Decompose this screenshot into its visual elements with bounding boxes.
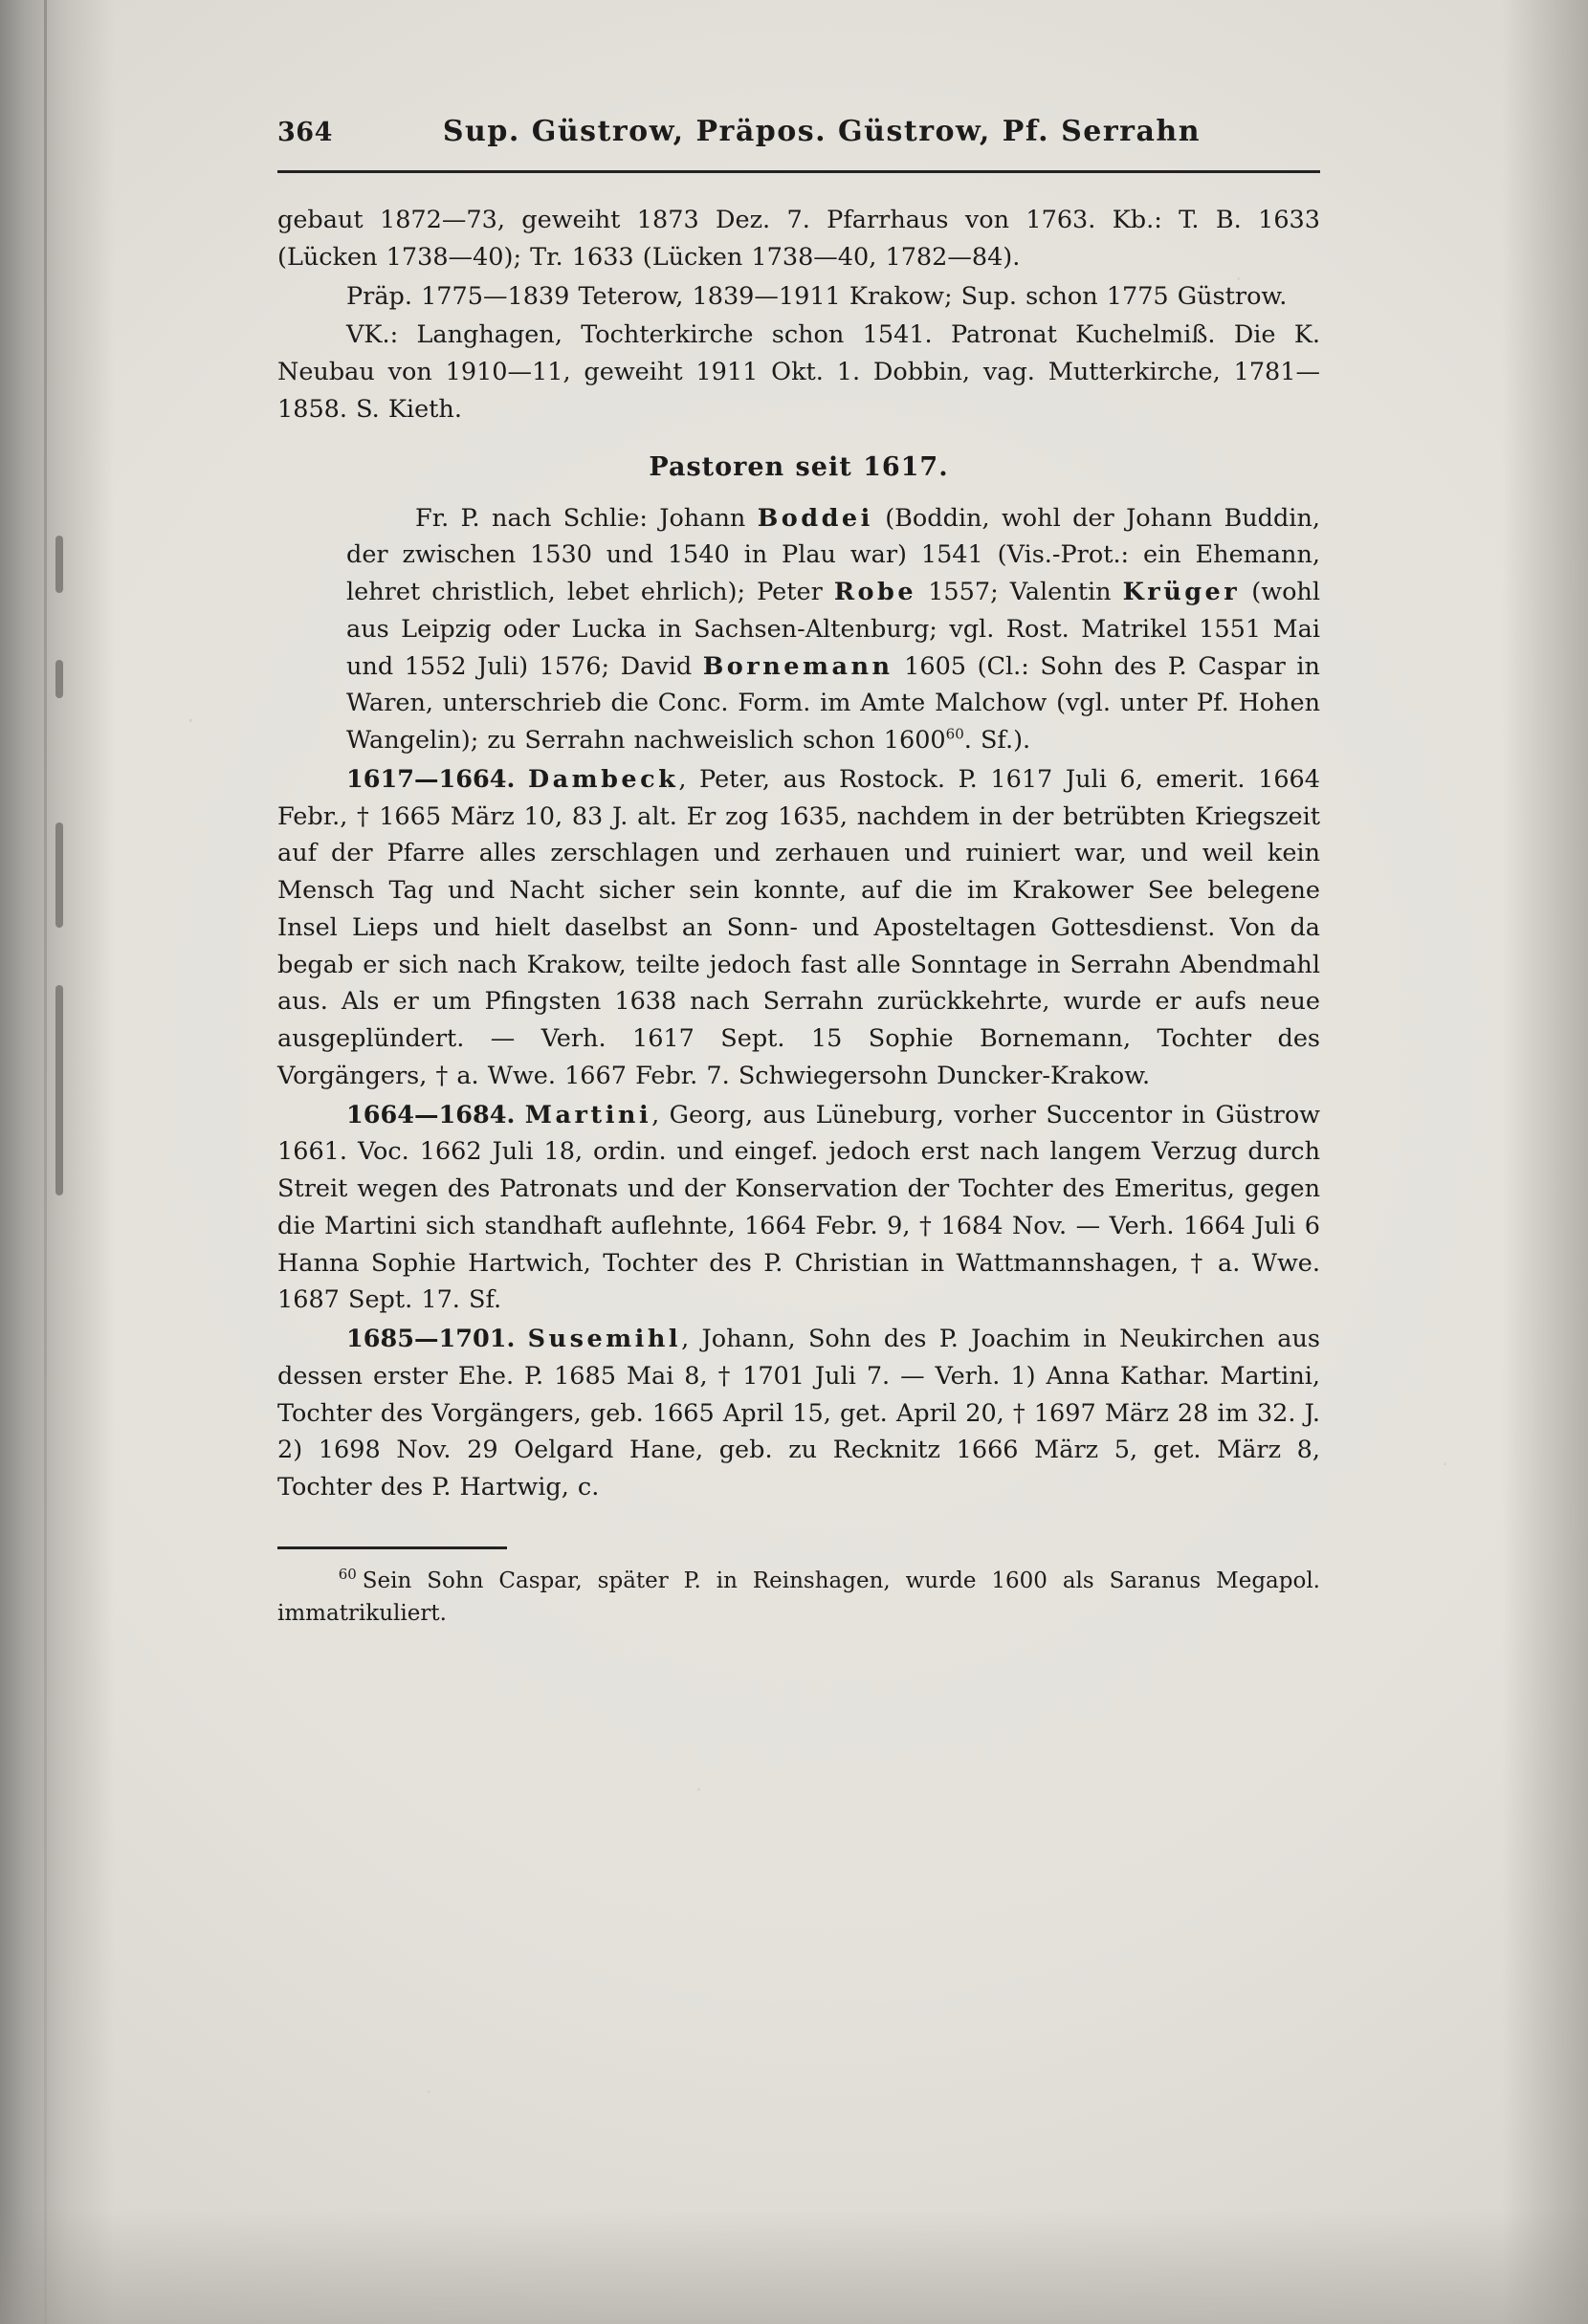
entry0-rest-4: 1605 (Cl.: Sohn des P. Caspar in Waren, unterschrieb die Conc. Form. im Amte Malchow (vgl. unter Pf. Hohen Wangelin); zu Serrahn nachweislich schon 1600 bbox=[346, 651, 1320, 756]
footnote-60 bbox=[277, 1565, 1320, 1631]
entry-dambeck bbox=[277, 761, 1320, 1095]
entry0-rest-3: (wohl aus Leipzig oder Lucka in Sachsen-Altenburg; vgl. Rost. Matrikel 1551 Mai und 1552 Juli) 1576; David bbox=[346, 578, 1321, 681]
entry-susemihl bbox=[277, 1321, 1320, 1506]
page-edge-mark bbox=[55, 536, 63, 593]
entry0-rest-2: 1557; Valentin bbox=[916, 578, 1123, 607]
header-rule bbox=[277, 170, 1320, 173]
entry-early-pastors bbox=[346, 500, 1320, 759]
paragraph-filial-church: VK.: Langhagen, Tochterkirche schon 1541. Patronat Kuchelmiß. Die K. Neubau von 1910—11, geweiht 1911 Okt. 1. Dobbin, vag. Mutterkirche, 1781—1858. S. Kieth. bbox=[277, 320, 1320, 424]
entry1-text: , Peter, aus Rostock. P. 1617 Juli 6, emerit. 1664 Febr., † 1665 März 10, 83 J. alt. Er zog 1635, nachdem in der betrübten Kriegszeit auf der Pfarre alles zerschlagen und zerhauen und ruiniert war, und weil kein Mensch Tag und Nacht sicher sein konnte, auf die im Krakower See belegene Insel Lieps und hielt daselbst an Sonn- und Aposteltagen Gottesdienst. Von da begab er sich nach Krakow, teilte jedoch fast alle Sonntage in Serrahn Abendmahl aus. Als er um Pfingsten 1638 nach Serrahn zurückkehrte, wurde er aufs neue ausgeplündert. — Verh. 1617 Sept. 15 Sophie Bornemann, Tochter des Vorgängers, † a. Wwe. 1667 Febr. 7. Schwiegersohn Duncker-Krakow. bbox=[277, 764, 1320, 1090]
page-content bbox=[277, 115, 1320, 1631]
entry1-years: 1617—1664. bbox=[346, 764, 516, 794]
page-edge-mark bbox=[55, 660, 63, 698]
entry1-pastor-name: Dambeck bbox=[527, 764, 679, 794]
bottom-edge-shadow bbox=[0, 2209, 1588, 2324]
running-head bbox=[277, 115, 1320, 164]
page-number: 364 bbox=[277, 118, 333, 147]
entry2-years: 1664—1684. bbox=[346, 1100, 516, 1129]
section-heading: Pastoren seit 1617. bbox=[649, 451, 949, 482]
entry0-rest-5: . Sf.). bbox=[963, 726, 1031, 756]
footnote-separator bbox=[277, 1546, 507, 1549]
entry0-pastor-name-4: Bornemann bbox=[702, 651, 893, 681]
entry3-text: , Johann, Sohn des P. Joachim in Neukirchen aus dessen erster Ehe. P. 1685 Mai 8, † 1701 Juli 7. — Verh. 1) Anna Kathar. Martini, Tochter des Vorgängers, geb. 1665 April 15, get. April 20, † 1697 März 28 im 32. J. 2) 1698 Nov. 29 Oelgard Hane, geb. zu Recknitz 1666 März 5, get. März 8, Tochter des P. Hartwig, c. bbox=[277, 1325, 1320, 1502]
entry0-rest: (Boddin, wohl der Johann Buddin, der zwischen 1530 und 1540 in Plau war) 1541 (Vis.-Prot.: ein Ehemann, lehret christlich, lebet ehrlich); Peter bbox=[346, 503, 1320, 607]
entry0-pastor-name-2: Robe bbox=[833, 578, 917, 607]
footnote-text: Sein Sohn Caspar, später P. in Reinshagen, wurde 1600 als Saranus Megapol. immatrikuliert. bbox=[277, 1568, 1320, 1627]
entry0-pastor-name: Boddei bbox=[757, 503, 873, 533]
entry2-text: , Georg, aus Lüneburg, vorher Succentor in Güstrow 1661. Voc. 1662 Juli 18, ordin. und eingef. jedoch erst nach langem Verzug durch Streit wegen des Patronats und der Konservation der Tochter des Emeritus, gegen die Martini sich standhaft auflehnte, 1664 Febr. 9, † 1684 Nov. — Verh. 1664 Juli 6 Hanna Sophie Hartwich, Tochter des P. Christian in Wattmannshagen, † a. Wwe. 1687 Sept. 17. Sf. bbox=[277, 1100, 1320, 1315]
entry-martini bbox=[277, 1097, 1320, 1320]
body-text bbox=[277, 202, 1320, 1506]
footnote-reference-60[interactable]: 60 bbox=[945, 725, 964, 743]
paragraph-praepositi: Präp. 1775—1839 Teterow, 1839—1911 Krakow; Sup. schon 1775 Güstrow. bbox=[346, 281, 1288, 311]
page-edge-line bbox=[44, 0, 47, 2324]
entry2-pastor-name: Martini bbox=[524, 1100, 652, 1129]
running-head-title: Sup. Güstrow, Präpos. Güstrow, Pf. Serrahn bbox=[442, 115, 1201, 148]
page-edge-mark bbox=[55, 985, 63, 1195]
entry0-pastor-name-3: Krüger bbox=[1122, 578, 1241, 607]
footnote-number: 60 bbox=[338, 1566, 357, 1584]
entry3-pastor-name: Susemihl bbox=[527, 1325, 682, 1354]
page-edge-mark bbox=[55, 822, 63, 928]
paragraph-church-building: gebaut 1872—73, geweiht 1873 Dez. 7. Pfarrhaus von 1763. Kb.: T. B. 1633 (Lücken 1738—40); Tr. 1633 (Lücken 1738—40, 1782—84). bbox=[277, 206, 1320, 272]
entry3-years: 1685—1701. bbox=[346, 1325, 516, 1354]
entry0-prefix: Fr. P. nach Schlie: Johann bbox=[415, 503, 758, 533]
right-edge-shadow bbox=[1502, 0, 1588, 2324]
